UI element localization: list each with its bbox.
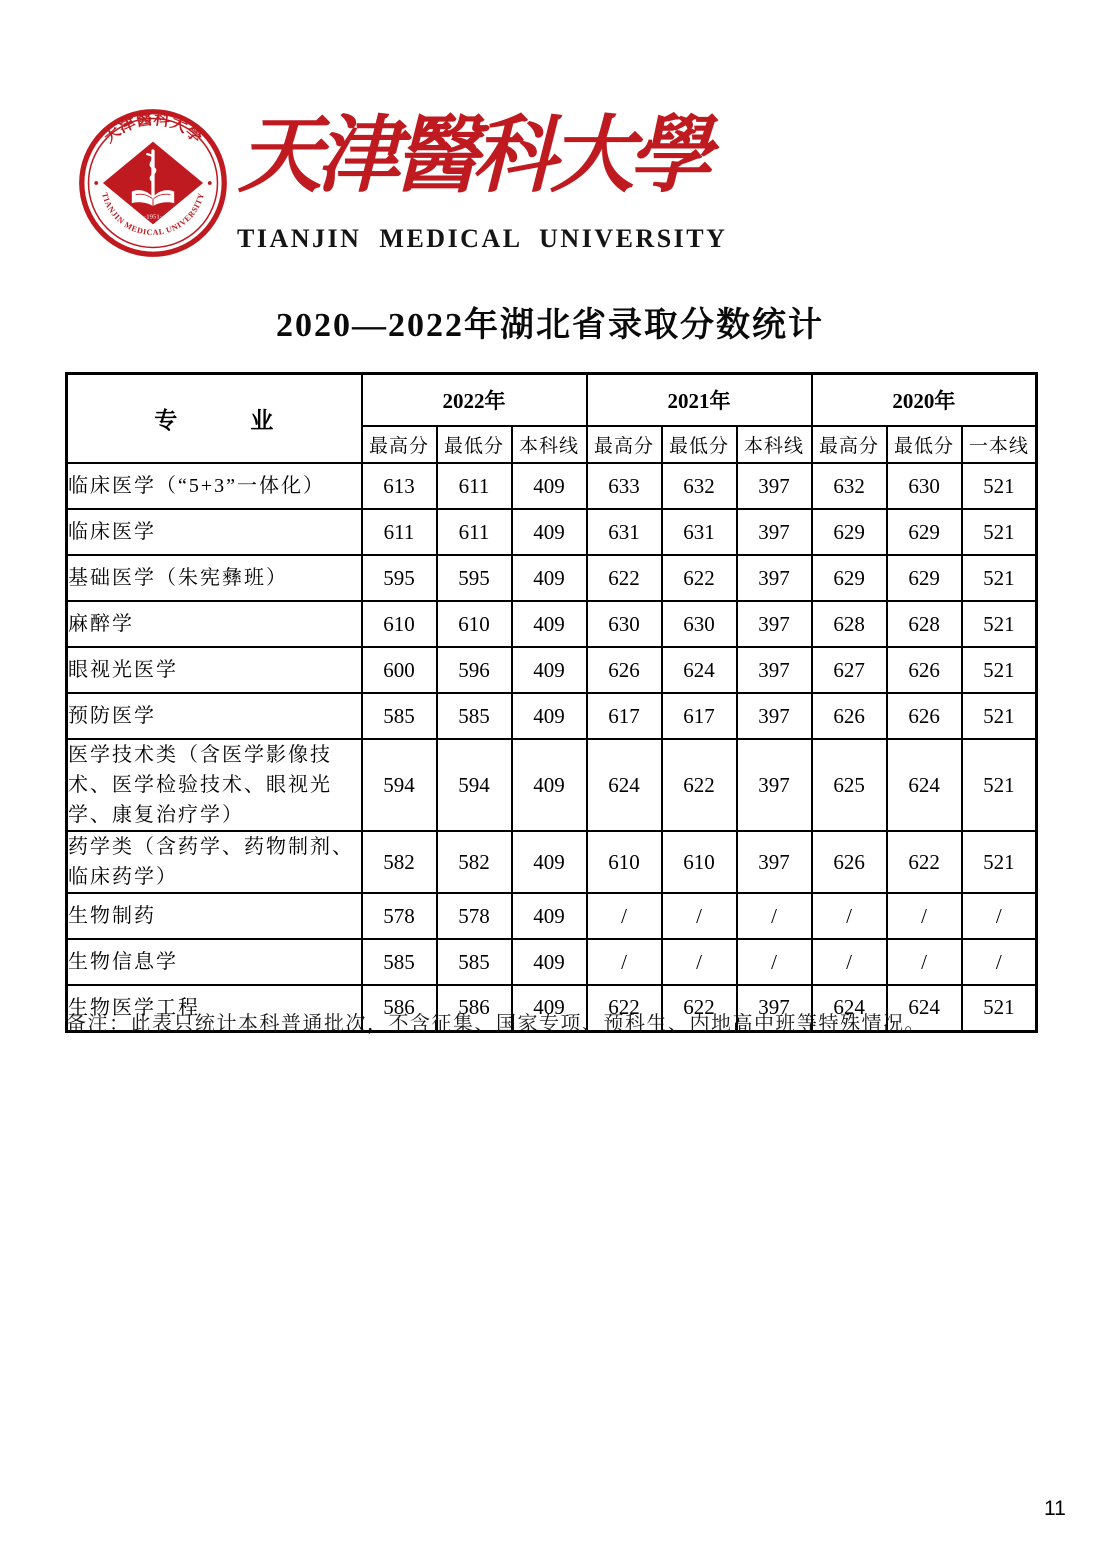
score-cell: 582 bbox=[437, 831, 512, 893]
score-cell: / bbox=[662, 939, 737, 985]
major-cell: 基础医学（朱宪彝班） bbox=[67, 555, 362, 601]
major-cell: 药学类（含药学、药物制剂、临床药学） bbox=[67, 831, 362, 893]
table-row bbox=[67, 893, 1037, 939]
score-cell: / bbox=[887, 893, 962, 939]
score-cell: 626 bbox=[812, 831, 887, 893]
score-cell: 521 bbox=[962, 647, 1037, 693]
major-cell: 临床医学（“5+3”一体化） bbox=[67, 463, 362, 509]
score-cell: 631 bbox=[587, 509, 662, 555]
table-row bbox=[67, 739, 1037, 831]
score-cell: 624 bbox=[887, 985, 962, 1031]
score-cell: 397 bbox=[737, 601, 812, 647]
score-cell: 582 bbox=[362, 831, 437, 893]
university-name-english: TIANJIN MEDICAL UNIVERSITY bbox=[237, 224, 728, 253]
score-cell: 622 bbox=[662, 555, 737, 601]
major-cell: 眼视光医学 bbox=[67, 647, 362, 693]
table-header-row-years bbox=[67, 374, 1037, 427]
score-cell: 610 bbox=[437, 601, 512, 647]
score-cell: 626 bbox=[887, 647, 962, 693]
score-cell: / bbox=[812, 939, 887, 985]
score-cell: 624 bbox=[662, 647, 737, 693]
score-cell: / bbox=[587, 893, 662, 939]
score-cell: 611 bbox=[362, 509, 437, 555]
table-row bbox=[67, 693, 1037, 739]
score-cell: 610 bbox=[362, 601, 437, 647]
score-cell: 610 bbox=[662, 831, 737, 893]
score-cell: 409 bbox=[512, 831, 587, 893]
page-number: 11 bbox=[1044, 1497, 1066, 1520]
seal-left-dot bbox=[94, 181, 98, 185]
score-cell: 594 bbox=[362, 739, 437, 831]
score-cell: 521 bbox=[962, 739, 1037, 831]
score-cell: 633 bbox=[587, 463, 662, 509]
score-cell: 628 bbox=[887, 601, 962, 647]
score-cell: 629 bbox=[812, 509, 887, 555]
score-cell: 629 bbox=[887, 555, 962, 601]
table-row bbox=[67, 647, 1037, 693]
score-cell: 631 bbox=[662, 509, 737, 555]
score-cell: 629 bbox=[812, 555, 887, 601]
score-cell: 630 bbox=[662, 601, 737, 647]
admission-scores-table bbox=[65, 372, 1038, 1033]
footnote: 备注：此表只统计本科普通批次，不含征集、国家专项、预科生、内地高中班等特殊情况。 bbox=[66, 1013, 926, 1035]
seal-right-dot bbox=[208, 181, 212, 185]
score-cell: 585 bbox=[437, 939, 512, 985]
column-header-2020-min: 最低分 bbox=[887, 426, 962, 463]
table-row bbox=[67, 509, 1037, 555]
score-cell: 409 bbox=[512, 647, 587, 693]
major-cell: 麻醉学 bbox=[67, 601, 362, 647]
year-group-header-2021: 2021年 bbox=[587, 374, 812, 427]
score-cell: 521 bbox=[962, 601, 1037, 647]
score-cell: / bbox=[737, 893, 812, 939]
score-cell: 627 bbox=[812, 647, 887, 693]
table-row bbox=[67, 555, 1037, 601]
year-group-header-2020: 2020年 bbox=[812, 374, 1037, 427]
score-cell: 521 bbox=[962, 555, 1037, 601]
score-cell: 409 bbox=[512, 985, 587, 1031]
major-cell: 生物医学工程 bbox=[67, 985, 362, 1031]
score-cell: / bbox=[587, 939, 662, 985]
score-cell: 585 bbox=[437, 693, 512, 739]
score-cell: 622 bbox=[662, 985, 737, 1031]
score-cell: 626 bbox=[812, 693, 887, 739]
score-cell: 622 bbox=[662, 739, 737, 831]
score-cell: 613 bbox=[362, 463, 437, 509]
score-cell: 586 bbox=[362, 985, 437, 1031]
score-cell: 521 bbox=[962, 693, 1037, 739]
score-cell: 409 bbox=[512, 601, 587, 647]
column-header-2022-max: 最高分 bbox=[362, 426, 437, 463]
score-cell: 397 bbox=[737, 463, 812, 509]
score-cell: 611 bbox=[437, 463, 512, 509]
score-cell: 397 bbox=[737, 831, 812, 893]
major-cell: 预防医学 bbox=[67, 693, 362, 739]
column-header-2021-max: 最高分 bbox=[587, 426, 662, 463]
score-cell: 625 bbox=[812, 739, 887, 831]
score-cell: / bbox=[737, 939, 812, 985]
score-cell: 632 bbox=[662, 463, 737, 509]
score-cell: 624 bbox=[587, 739, 662, 831]
major-cell: 临床医学 bbox=[67, 509, 362, 555]
column-header-2020-max: 最高分 bbox=[812, 426, 887, 463]
score-cell: / bbox=[812, 893, 887, 939]
score-cell: 632 bbox=[812, 463, 887, 509]
score-cell: 624 bbox=[812, 985, 887, 1031]
score-cell: 617 bbox=[662, 693, 737, 739]
column-header-2022-line: 本科线 bbox=[512, 426, 587, 463]
score-cell: 629 bbox=[887, 509, 962, 555]
score-cell: 521 bbox=[962, 831, 1037, 893]
score-cell: 624 bbox=[887, 739, 962, 831]
score-cell: 409 bbox=[512, 739, 587, 831]
score-cell: 628 bbox=[812, 601, 887, 647]
score-cell: 626 bbox=[587, 647, 662, 693]
university-name-calligraphy: 天津醫科大學 bbox=[238, 110, 707, 203]
page-title: 2020—2022年湖北省录取分数统计 bbox=[276, 307, 824, 344]
table-row bbox=[67, 831, 1037, 893]
score-cell: 397 bbox=[737, 555, 812, 601]
score-cell: 585 bbox=[362, 939, 437, 985]
score-cell: 622 bbox=[587, 985, 662, 1031]
score-cell: / bbox=[887, 939, 962, 985]
score-cell: / bbox=[962, 893, 1037, 939]
score-cell: 610 bbox=[587, 831, 662, 893]
table-row bbox=[67, 463, 1037, 509]
score-cell: 397 bbox=[737, 739, 812, 831]
score-cell: 397 bbox=[737, 693, 812, 739]
score-cell: 409 bbox=[512, 893, 587, 939]
seal-top-text: 天津醫科大學 bbox=[99, 108, 207, 147]
seal-bottom-text: TIANJIN MEDICAL UNIVERSITY bbox=[100, 191, 206, 238]
score-cell: 595 bbox=[362, 555, 437, 601]
score-cell: 622 bbox=[587, 555, 662, 601]
score-cell: 578 bbox=[437, 893, 512, 939]
table-row bbox=[67, 939, 1037, 985]
score-cell: 397 bbox=[737, 985, 812, 1031]
score-cell: 521 bbox=[962, 463, 1037, 509]
score-cell: 521 bbox=[962, 509, 1037, 555]
major-cell: 生物信息学 bbox=[67, 939, 362, 985]
table-row bbox=[67, 601, 1037, 647]
major-column-header: 专 业 bbox=[67, 374, 362, 464]
score-cell: 600 bbox=[362, 647, 437, 693]
score-cell: 521 bbox=[962, 985, 1037, 1031]
score-cell: 617 bbox=[587, 693, 662, 739]
score-cell: / bbox=[962, 939, 1037, 985]
score-cell: 595 bbox=[437, 555, 512, 601]
column-header-2021-min: 最低分 bbox=[662, 426, 737, 463]
score-cell: 578 bbox=[362, 893, 437, 939]
score-cell: 630 bbox=[887, 463, 962, 509]
score-cell: 594 bbox=[437, 739, 512, 831]
score-cell: 409 bbox=[512, 939, 587, 985]
column-header-2021-line: 本科线 bbox=[737, 426, 812, 463]
major-cell: 医学技术类（含医学影像技术、医学检验技术、眼视光学、康复治疗学） bbox=[67, 739, 362, 831]
score-cell: 585 bbox=[362, 693, 437, 739]
score-cell: 611 bbox=[437, 509, 512, 555]
score-cell: 596 bbox=[437, 647, 512, 693]
score-cell: 586 bbox=[437, 985, 512, 1031]
seal-year-text: ·1951· bbox=[144, 213, 162, 221]
score-cell: 409 bbox=[512, 463, 587, 509]
score-cell: / bbox=[662, 893, 737, 939]
score-cell: 397 bbox=[737, 509, 812, 555]
score-cell: 630 bbox=[587, 601, 662, 647]
score-cell: 397 bbox=[737, 647, 812, 693]
score-cell: 409 bbox=[512, 509, 587, 555]
column-header-2020-line: 一本线 bbox=[962, 426, 1037, 463]
score-cell: 409 bbox=[512, 555, 587, 601]
score-cell: 626 bbox=[887, 693, 962, 739]
score-cell: 409 bbox=[512, 693, 587, 739]
score-cell: 622 bbox=[887, 831, 962, 893]
major-cell: 生物制药 bbox=[67, 893, 362, 939]
university-seal-logo bbox=[76, 106, 230, 260]
year-group-header-2022: 2022年 bbox=[362, 374, 587, 427]
svg-text:天津醫科大學 bbox=[99, 109, 207, 147]
column-header-2022-min: 最低分 bbox=[437, 426, 512, 463]
